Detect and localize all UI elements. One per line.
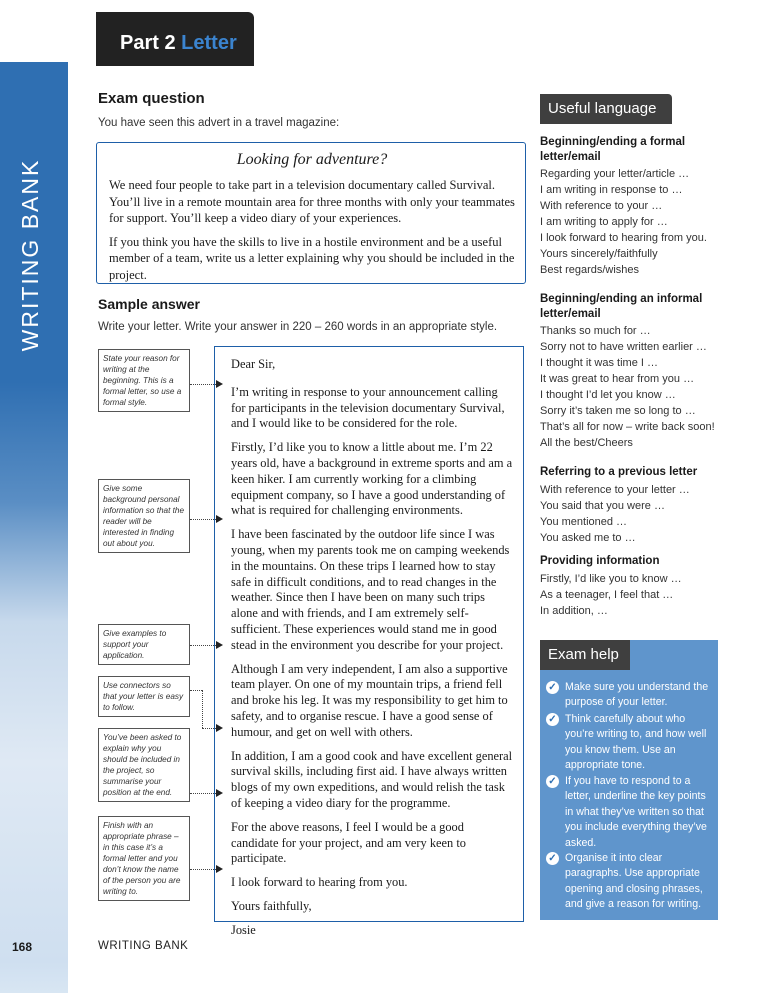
letter-paragraph-1: I’m writing in response to your announcement calling for participants in the television documentary Survival, and I would like to be considered for the role. — [231, 384, 505, 431]
connector-line — [190, 869, 218, 870]
note-finish: Finish with an appropriate phrase – in this case it’s a formal letter and you don’t know the name of the person you are writing to. — [98, 816, 190, 901]
page-number: 168 — [12, 940, 33, 954]
exam-question-heading: Exam question — [98, 90, 205, 107]
useful-item: Best regards/wishes — [540, 264, 640, 276]
connector-line — [190, 793, 218, 794]
note-background: Give some background personal information so that the reader will be interested in finding out about you. — [98, 479, 190, 553]
exam-help-item — [548, 680, 714, 711]
exam-help-item — [548, 774, 714, 851]
note-summarise: You’ve been asked to explain why you should be included in the project, so summarise your position at the end. — [98, 728, 190, 802]
exam-help-tab: Exam help — [540, 640, 630, 670]
useful-heading-informal: Beginning/ending an informal letter/email — [540, 293, 703, 320]
useful-item: Regarding your letter/article … — [540, 168, 690, 180]
useful-list-providing — [540, 571, 730, 619]
checkmark-icon: ✓ — [546, 713, 559, 726]
useful-item: Sorry it’s taken me so long to … — [540, 405, 696, 417]
advert-paragraph-1: We need four people to take part in a television documentary called Survival. You’ll live in a remote mountain area for three months with only your teammates for support. You’ll keep a video diary of your experiences. — [109, 178, 515, 225]
useful-item: Yours sincerely/faithfully — [540, 248, 658, 260]
useful-item: With reference to your letter … — [540, 484, 690, 496]
useful-list-informal — [540, 323, 730, 451]
useful-heading-formal: Beginning/ending a formal letter/email — [540, 136, 686, 163]
useful-item: Thanks so much for … — [540, 325, 651, 337]
letter-paragraph-2: Firstly, I’d like you to know a little about me. I’m 22 years old, have a background in extreme sports and am a keen hiker. I am currently working for a climbing equipment company, so I have a good understanding of what is required for challenging environments. — [231, 440, 513, 518]
connector-line — [190, 690, 202, 691]
exam-help-text: Make sure you understand the purpose of your letter. — [565, 681, 709, 709]
arrow-icon — [216, 789, 223, 797]
note-examples: Give examples to support your application. — [98, 624, 190, 665]
footer-label: WRITING BANK — [98, 940, 189, 952]
arrow-icon — [216, 865, 223, 873]
exam-help-text: Organise it into clear paragraphs. Use appropriate opening and closing phrases, and give a reason for writing. — [565, 852, 703, 911]
useful-item: You said that you were … — [540, 500, 665, 512]
useful-item: All the best/Cheers — [540, 437, 633, 449]
exam-help-item — [548, 851, 714, 913]
useful-heading-previous: Referring to a previous letter — [540, 466, 698, 478]
part-label: Part 2 — [120, 32, 176, 54]
sample-instruction: Write your letter. Write your answer in 220 – 260 words in an appropriate style. — [98, 321, 498, 333]
useful-item: Sorry not to have written earlier … — [540, 341, 707, 353]
arrow-icon — [216, 724, 223, 732]
useful-item: That’s all for now – write back soon! — [540, 421, 715, 433]
useful-item: As a teenager, I feel that … — [540, 589, 674, 601]
useful-list-formal — [540, 166, 730, 278]
useful-language-tab: Useful language — [540, 94, 672, 124]
checkmark-icon: ✓ — [546, 775, 559, 788]
connector-line — [190, 645, 218, 646]
useful-item: I look forward to hearing from you. — [540, 232, 707, 244]
connector-line — [190, 519, 218, 520]
exam-help-text: Think carefully about who you’re writing to, and how well you know them. Use an appropriate tone. — [565, 713, 707, 772]
letter-paragraph-3: I have been fascinated by the outdoor life since I was young, when my parents took me on camping weekends in the mountains. On these trips I learned how to stay safe in difficult conditions, and to read changes in the weather. Since then I have been on many such trips alone and with friends, and I am extremely self-sufficient. These experiences would stand me in good stead in the environment you describe for your project. — [231, 527, 510, 652]
useful-heading-providing: Providing information — [540, 555, 660, 567]
letter-paragraph-4: Although I am very independent, I am also a supportive team player. On one of my mountain trips, a friend fell and broke his leg. It was my responsibility to get him to safety, and to organise rescue. I have a good sense of humour, and get on well with others. — [231, 661, 508, 739]
note-connectors: Use connectors so that your letter is easy to follow. — [98, 676, 190, 717]
side-title: WRITING BANK — [17, 158, 43, 352]
advert-title: Looking for adventure? — [236, 151, 388, 168]
useful-item: Firstly, I’d like you to know … — [540, 573, 682, 585]
part-tab — [96, 12, 254, 66]
useful-item: I thought it was time I … — [540, 357, 658, 369]
arrow-icon — [216, 515, 223, 523]
useful-item: With reference to your … — [540, 200, 663, 212]
checkmark-icon: ✓ — [546, 852, 559, 865]
useful-item: You asked me to … — [540, 532, 636, 544]
useful-list-previous — [540, 482, 730, 546]
letter-paragraph-6: For the above reasons, I feel I would be a good candidate for your project, and am very keen to participate. — [231, 819, 466, 866]
advert-box — [96, 142, 526, 284]
sample-letter — [214, 346, 524, 937]
section-label: Letter — [181, 32, 237, 54]
exam-question-intro: You have seen this advert in a travel magazine: — [98, 117, 340, 129]
useful-item: In addition, … — [540, 605, 608, 617]
checkmark-icon: ✓ — [546, 681, 559, 694]
arrow-icon — [216, 641, 223, 649]
letter-paragraph-7: I look forward to hearing from you. — [231, 875, 408, 890]
useful-item: I thought I’d let you know … — [540, 389, 676, 401]
letter-paragraph-5: In addition, I am a good cook and have excellent general survival skills, including first aid. I have always written blogs of my own expeditions, and would relish the task of keeping a video diary for the programme. — [231, 748, 513, 810]
advert-paragraph-2: If you think you have the skills to live in a hostile environment and be a useful member of a team, write us a letter explaining why you should be included in the project. — [109, 234, 515, 282]
useful-item: You mentioned … — [540, 516, 628, 528]
letter-closing: Yours faithfully, — [231, 898, 312, 913]
useful-item: I am writing to apply for … — [540, 216, 668, 228]
letter-greeting: Dear Sir, — [231, 357, 276, 371]
useful-item: It was great to hear from you … — [540, 373, 695, 385]
useful-item: I am writing in response to … — [540, 184, 683, 196]
exam-help-item — [548, 712, 714, 774]
exam-help-text: If you have to respond to a letter, underline the key points in what they’ve written so that you include everything they’ve asked. — [565, 775, 707, 849]
connector-line — [190, 384, 218, 385]
arrow-icon — [216, 380, 223, 388]
connector-line — [202, 690, 203, 728]
letter-signature: Josie — [231, 922, 256, 937]
note-reason: State your reason for writing at the beginning. This is a formal letter, so use a formal style. — [98, 349, 190, 412]
sample-answer-heading: Sample answer — [98, 296, 200, 312]
